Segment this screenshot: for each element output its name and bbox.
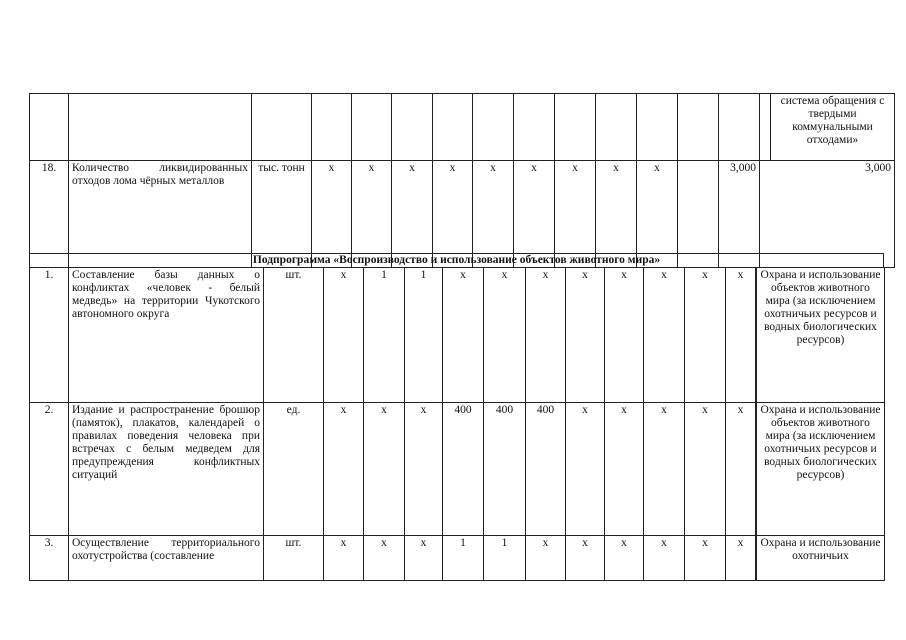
indicators-table-bottom — [29, 267, 885, 581]
value-cell — [760, 94, 771, 161]
value-cell — [678, 161, 719, 268]
value-cell: 1 — [443, 536, 484, 581]
value-cell: 1 — [484, 536, 526, 581]
value-cell: х — [514, 161, 555, 268]
value-cell: х — [364, 536, 405, 581]
unit-cell: шт. — [264, 268, 324, 403]
value-cell: х — [392, 161, 433, 268]
value-cell: х — [364, 403, 405, 536]
value-cell: х — [405, 403, 443, 536]
value-cell: х — [433, 161, 473, 268]
value-cell: х — [726, 403, 756, 536]
value-cell: 1 — [405, 268, 443, 403]
subprogram-row — [30, 254, 884, 268]
value-cell — [719, 94, 760, 161]
value-cell — [514, 94, 555, 161]
value-cell: х — [484, 268, 526, 403]
value-cell: х — [637, 161, 678, 268]
value-cell: х — [526, 268, 566, 403]
value-cell: х — [324, 536, 364, 581]
value-cell: 400 — [526, 403, 566, 536]
value-cell: х — [555, 161, 596, 268]
row-number: 3. — [30, 536, 69, 581]
value-cell: 3,000 — [719, 161, 760, 268]
value-cell — [433, 94, 473, 161]
value-cell: х — [473, 161, 514, 268]
value-cell: х — [324, 268, 364, 403]
indicator-name — [69, 94, 252, 161]
value-cell: х — [596, 161, 637, 268]
value-cell: х — [726, 268, 756, 403]
value-cell: х — [605, 536, 644, 581]
value-cell — [473, 94, 514, 161]
unit-cell: тыс. тонн — [252, 161, 312, 268]
value-cell — [555, 94, 596, 161]
value-cell: 400 — [443, 403, 484, 536]
basis-cell: Охрана и использование охотничьих — [757, 536, 885, 581]
value-cell: х — [324, 403, 364, 536]
table-row — [30, 403, 885, 536]
value-cell — [312, 94, 352, 161]
subprogram-header-table — [29, 253, 884, 268]
value-cell: х — [443, 268, 484, 403]
indicator-name: Осуществление территориального охотустройства (составление — [69, 536, 264, 581]
value-cell: х — [726, 536, 756, 581]
value-cell: х — [526, 536, 566, 581]
value-cell: х — [566, 536, 605, 581]
indicators-table-top — [29, 93, 895, 268]
row-number: 1. — [30, 268, 69, 403]
basis-cell: система обращения с твердыми коммунальными отходами» — [771, 94, 895, 161]
value-cell — [352, 94, 392, 161]
value-cell: 3,000 — [760, 161, 895, 268]
row-number: 18. — [30, 161, 69, 268]
value-cell — [392, 94, 433, 161]
table-row — [30, 161, 895, 268]
value-cell: 1 — [364, 268, 405, 403]
value-cell — [637, 94, 678, 161]
value-cell: х — [352, 161, 392, 268]
value-cell: х — [605, 268, 644, 403]
table-row — [30, 268, 885, 403]
row-number — [30, 94, 69, 161]
basis-cell: Охрана и использование объектов животного мира (за исключением охотничьих ресурсов и водных биологических ресурсов) — [757, 268, 885, 403]
value-cell: х — [644, 536, 685, 581]
subprogram-title: Подпрограмма «Воспроизводство и использование объектов животного мира» — [30, 254, 884, 268]
value-cell: х — [685, 536, 726, 581]
unit-cell — [252, 94, 312, 161]
value-cell: х — [405, 536, 443, 581]
value-cell: 400 — [484, 403, 526, 536]
value-cell — [678, 94, 719, 161]
unit-cell: ед. — [264, 403, 324, 536]
table-row — [30, 536, 885, 581]
indicator-name: Составление базы данных о конфликтах «человек - белый медведь» на территории Чукотского автономного округа — [69, 268, 264, 403]
value-cell: х — [644, 268, 685, 403]
value-cell — [596, 94, 637, 161]
value-cell: х — [312, 161, 352, 268]
row-number: 2. — [30, 403, 69, 536]
value-cell: х — [685, 268, 726, 403]
basis-cell: Охрана и использование объектов животного мира (за исключением охотничьих ресурсов и водных биологических ресурсов) — [757, 403, 885, 536]
value-cell: х — [566, 268, 605, 403]
indicator-name: Издание и распространение брошюр (памяток), плакатов, календарей о правилах поведения человека при встречах с белым медведем для предупреждения конфликтных ситуаций — [69, 403, 264, 536]
unit-cell: шт. — [264, 536, 324, 581]
indicator-name: Количество ликвидированных отходов лома чёрных металлов — [69, 161, 252, 268]
value-cell: х — [605, 403, 644, 536]
value-cell: х — [566, 403, 605, 536]
value-cell: х — [685, 403, 726, 536]
value-cell: х — [644, 403, 685, 536]
table-row — [30, 94, 895, 161]
